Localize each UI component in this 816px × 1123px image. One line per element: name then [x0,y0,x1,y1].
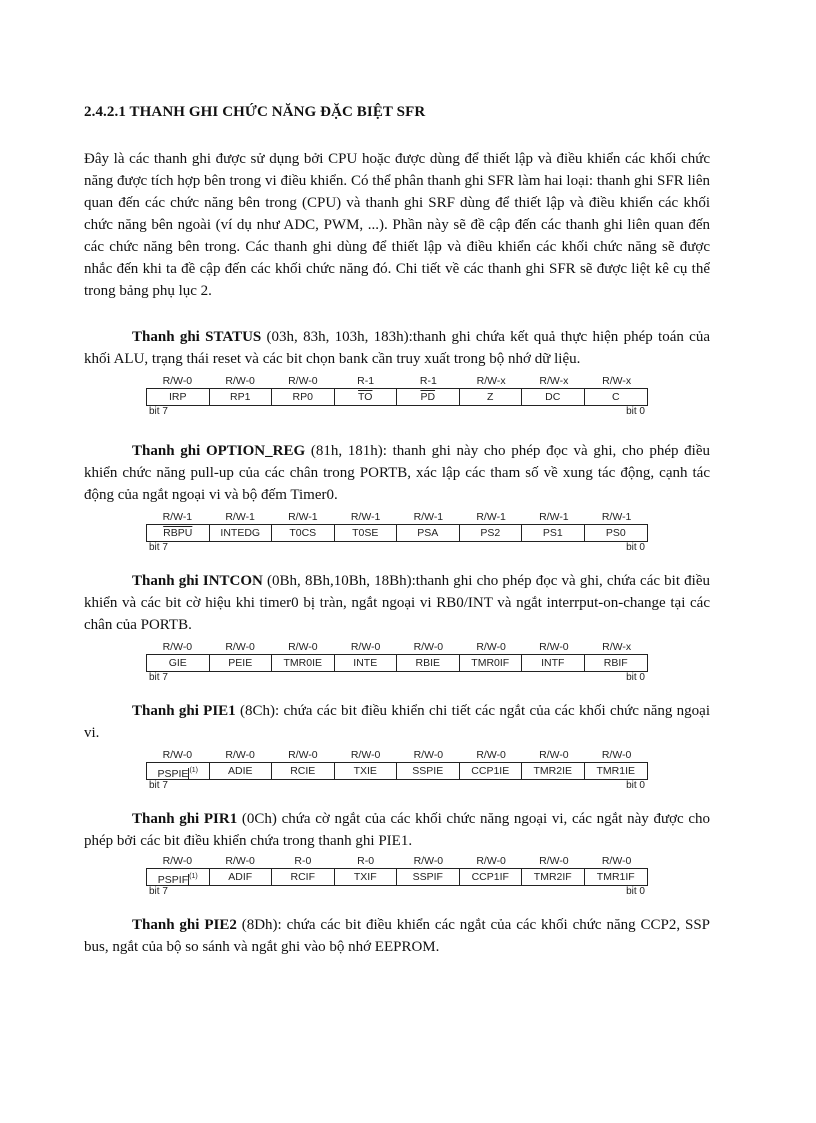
bit-cell: RBPU [147,525,210,541]
bit-cell: INTEDG [210,525,273,541]
attr: R/W-0 [413,641,444,653]
pie2-lead: Thanh ghi PIE2 [132,917,237,933]
footnote-mark: (1) [189,873,198,880]
attr: R/W-0 [162,749,193,761]
pie2-desc: (8Dh): chứa các bit điều khiển các ngắt của các khối chức năng CCP2, SSP bus, ngắt của bộ so sánh và ngắt ghi vào bộ nhớ EEPROM. [84,917,710,955]
pir1-description [84,808,710,852]
attr: R/W-0 [539,855,569,867]
attr: R/W-1 [225,511,255,523]
bit-cell: Z [460,389,523,405]
bit-cell: PS0 [605,527,626,539]
bit-cell: ADIF [210,869,273,885]
bit-hi-label: bit 7 [149,542,168,553]
pir1-lead: Thanh ghi PIR1 [132,811,238,827]
bit-cell: GIE [147,655,210,671]
bit-cell: PS1 [522,525,585,541]
bit-cell: TMR1IF [596,871,635,883]
bit-cell: PEIE [210,655,273,671]
attr: R/W-0 [225,855,255,867]
status-description [84,326,710,370]
attr: R-1 [357,375,375,387]
attr: R/W-1 [601,511,632,523]
pie1-lead: Thanh ghi PIE1 [132,703,236,719]
attr: R/W-0 [288,749,318,761]
bit-cell [147,869,210,885]
option-reg-desc: (81h, 181h): thanh ghi này cho phép đọc và ghi, cho phép điều khiển chức năng pull-up của các chân trong PORTB, xác lập các tham số về xung tác động, cạnh tác động của ngắt ngoại vi và bộ đếm Timer0. [84,443,710,503]
bit-hi-label: bit 7 [149,406,168,417]
attr: R/W-0 [539,749,569,761]
attr: R/W-0 [350,749,381,761]
pir1-register-table [146,854,648,898]
bit-cell: TXIE [335,763,398,779]
bit-cell: RP1 [210,389,273,405]
bit-cell: RCIE [272,763,335,779]
bit-cell: PS2 [460,525,523,541]
pie1-description [84,700,710,744]
status-register-table [146,374,648,418]
bit-name: PSPIE [157,767,189,780]
intcon-lead: Thanh ghi INTCON [132,573,263,589]
bit-cell: T0SE [335,525,398,541]
attr: R/W-0 [162,855,193,867]
bit-cell: RCIF [272,869,335,885]
attr: R/W-0 [225,641,255,653]
bit-lo-label: bit 0 [626,542,645,553]
attr: R/W-1 [288,511,318,523]
bit-cell [147,763,210,779]
pir1-desc: (0Ch) chứa cờ ngắt của các khối chức năng ngoại vi, các ngắt này được cho phép bởi các bit điều khiển chứa trong thanh ghi PIE1. [84,811,711,849]
bit-cell: SSPIF [397,869,460,885]
bit-cell: TMR0IF [460,655,523,671]
pie2-description [84,914,710,958]
attr: R/W-0 [476,641,506,653]
bit-cell: CCP1IF [460,869,523,885]
intcon-register-table [146,640,648,684]
attr: R/W-0 [162,641,193,653]
bit-lo-label: bit 0 [626,672,645,683]
bit-cell: $\overline{TO}$ [335,389,398,405]
bit-cell: INTF [522,655,585,671]
section-heading: 2.4.2.1 THANH GHI CHỨC NĂNG ĐẶC BIỆT SFR [84,104,426,120]
bit-cell: INTE [335,655,398,671]
bit-hi-label: bit 7 [149,886,168,897]
bit-cell: SSPIE [397,763,460,779]
bit-cell: ADIE [210,763,273,779]
pie1-register-table [146,748,648,792]
bit-cell: T0CS [272,525,335,541]
attr: R/W-x [602,375,632,387]
attr: R/W-0 [350,641,381,653]
bit-cell: $\overline{PD}$ [397,389,460,405]
attr: R/W-x [602,641,632,653]
attr: R-1 [419,375,437,387]
bit-cell: RBIF [603,657,628,669]
bit-lo-label: bit 0 [626,780,645,791]
attr: R/W-0 [476,749,506,761]
option-reg-register-table [146,510,648,554]
status-lead: Thanh ghi STATUS [132,329,262,345]
attr: R/W-0 [539,641,569,653]
attr: R/W-0 [225,749,255,761]
bit-cell: C [611,391,620,403]
option-reg-lead: Thanh ghi OPTION_REG [132,443,306,459]
intcon-desc: (0Bh, 8Bh,10Bh, 18Bh):thanh ghi cho phép đọc và ghi, chứa các bit điều khiển và các bit cờ hiệu khi timer0 bị tràn, ngắt ngoại vi RB0/INT và ngắt interrput-on-change tại các chân của PORTB. [84,573,710,633]
intro-paragraph: Đây là các thanh ghi được sử dụng bởi CPU hoặc được dùng để thiết lập và điều khiển các khối chức năng được tích hợp bên trong vi điều khiển. Có thể phân thanh ghi SFR làm hai loại: thanh ghi SFR liên quan đến các chức năng bên trong (CPU) và thanh ghi SRF dùng để thiết lập và điều khiển các khối chức năng bên ngoài (ví dụ như ADC, PWM, ...). Phần này sẽ đề cập đến các thanh ghi liên quan đến các chức năng bên trong. Các thanh ghi dùng để thiết lập và điều khiển các khối chức năng sẽ được nhắc đến khi ta đề cập đến các khối chức năng đó. Chi tiết về các thanh ghi SFR sẽ được liệt kê cụ thể trong bảng phụ lục 2. [84,151,710,299]
attr: R/W-x [476,375,506,387]
attr: R/W-0 [288,641,318,653]
pie1-desc: (8Ch): chứa các bit điều khiển chi tiết các ngắt của các khối chức năng ngoại vi. [84,703,711,741]
status-desc: (03h, 83h, 103h, 183h):thanh ghi chứa kết quả thực hiện phép toán của khối ALU, trạng thái reset và các bit chọn bank cần truy xuất trong bộ nhớ dữ liệu. [84,329,710,367]
attr: R/W-1 [162,511,193,523]
attr: R-0 [294,855,312,867]
attr: R/W-1 [413,511,444,523]
bit-cell: TMR1IE [596,765,635,777]
intcon-description [84,570,710,636]
attr: R-0 [357,855,375,867]
attr: R/W-1 [350,511,381,523]
bit-cell: DC [522,389,585,405]
bit-cell: RBIE [397,655,460,671]
bit-hi-label: bit 7 [149,672,168,683]
attr: R/W-0 [601,749,632,761]
bit-lo-label: bit 0 [626,886,645,897]
attr: R/W-0 [413,855,444,867]
option-reg-description [84,440,710,506]
bit-hi-label: bit 7 [149,780,168,791]
bit-cell: RP0 [272,389,335,405]
bit-name: PSPIF [157,873,189,886]
bit-cell: TMR0IE [272,655,335,671]
attr: R/W-0 [225,375,255,387]
bit-cell: TMR2IE [522,763,585,779]
bit-cell: PSA [397,525,460,541]
bit-cell: TXIF [335,869,398,885]
attr: R/W-0 [288,375,318,387]
attr: R/W-1 [539,511,569,523]
bit-cell: TMR2IF [522,869,585,885]
footnote-mark: (1) [189,767,198,774]
bit-lo-label: bit 0 [626,406,645,417]
attr: R/W-0 [413,749,444,761]
bit-cell: CCP1IE [460,763,523,779]
attr: R/W-x [539,375,569,387]
attr: R/W-0 [601,855,632,867]
attr: R/W-0 [476,855,506,867]
bit-cell: IRP [147,389,210,405]
attr: R/W-1 [476,511,506,523]
attr: R/W-0 [162,375,193,387]
